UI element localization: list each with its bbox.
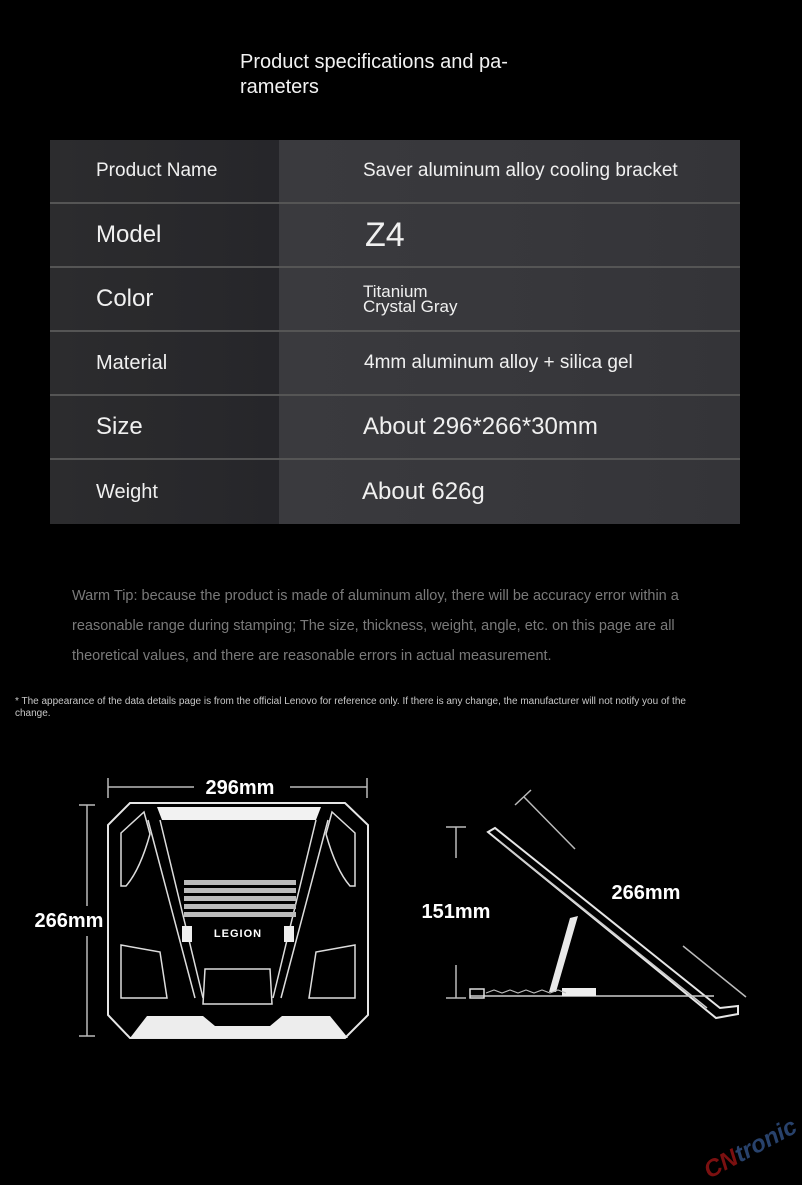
page-heading — [240, 50, 570, 100]
spec-table — [50, 140, 740, 516]
warm-tip-line-2: reasonable range during stamping; The size, thickness, weight, angle, etc. on this page are all — [72, 618, 675, 634]
warm-tip-line-3: theoretical values, and there are reasonable errors in actual measurement. — [72, 648, 552, 664]
side-view-diagram — [422, 790, 746, 1018]
spec-row-model — [50, 204, 740, 268]
spec-label: Weight — [96, 480, 158, 503]
footnote-line-1: * The appearance of the data details page is from the official Lenovo for reference only. If there is any change, the manufacturer will not notify you of the — [15, 696, 686, 707]
spec-value — [363, 284, 457, 314]
laptop-tray-side — [488, 828, 738, 1018]
support-leg — [549, 916, 578, 992]
heat-fin — [184, 888, 296, 893]
spec-row-weight — [50, 460, 740, 524]
spec-row-color — [50, 268, 740, 332]
spec-value: Saver aluminum alloy cooling bracket — [363, 160, 678, 181]
footnote-line-2: change. — [15, 708, 51, 719]
heat-fin — [184, 880, 296, 885]
spec-value: 4mm aluminum alloy + silica gel — [364, 352, 633, 373]
side-length-label: 266mm — [611, 882, 681, 904]
spec-row-size — [50, 396, 740, 460]
side-height-label: 151mm — [421, 901, 491, 923]
disclaimer-footnote — [15, 696, 780, 720]
heading-line-1: Product specifications and pa- — [240, 51, 508, 73]
spec-label: Model — [96, 221, 162, 248]
warm-tip — [72, 581, 722, 671]
spec-label: Material — [96, 351, 168, 374]
legion-logo: LEGION — [213, 928, 263, 940]
bottom-rubber-pad — [130, 1016, 348, 1038]
watermark-part-2: tronic — [729, 1112, 802, 1168]
side-length-dimension-line — [524, 797, 575, 849]
spec-label: Size — [96, 413, 143, 440]
spec-value-line-2: Crystal Gray — [363, 297, 458, 316]
top-rubber-pad — [157, 807, 321, 820]
spec-label: Product Name — [96, 160, 218, 181]
warm-tip-line-1: Warm Tip: because the product is made of aluminum alloy, there will be accuracy error within a — [72, 588, 679, 604]
top-view-diagram — [30, 776, 368, 1038]
spec-value: About 296*266*30mm — [363, 413, 598, 440]
spec-value: Z4 — [365, 215, 405, 254]
spec-row-material — [50, 332, 740, 396]
spec-value-line-1: Titanium — [363, 282, 428, 301]
cntronic-watermark — [699, 1113, 802, 1185]
height-label: 266mm — [34, 910, 104, 932]
heat-fin — [184, 896, 296, 901]
spec-row-product-name — [50, 140, 740, 204]
dimension-diagrams — [0, 740, 790, 1070]
heat-fin — [184, 904, 296, 909]
width-label: 296mm — [205, 777, 275, 799]
stand-outline — [108, 803, 368, 1038]
watermark-part-1: CN — [699, 1144, 743, 1185]
heading-line-2: rameters — [240, 76, 319, 98]
spec-label: Color — [96, 285, 154, 312]
spec-value: About 626g — [362, 478, 485, 505]
heat-fin — [184, 912, 296, 917]
